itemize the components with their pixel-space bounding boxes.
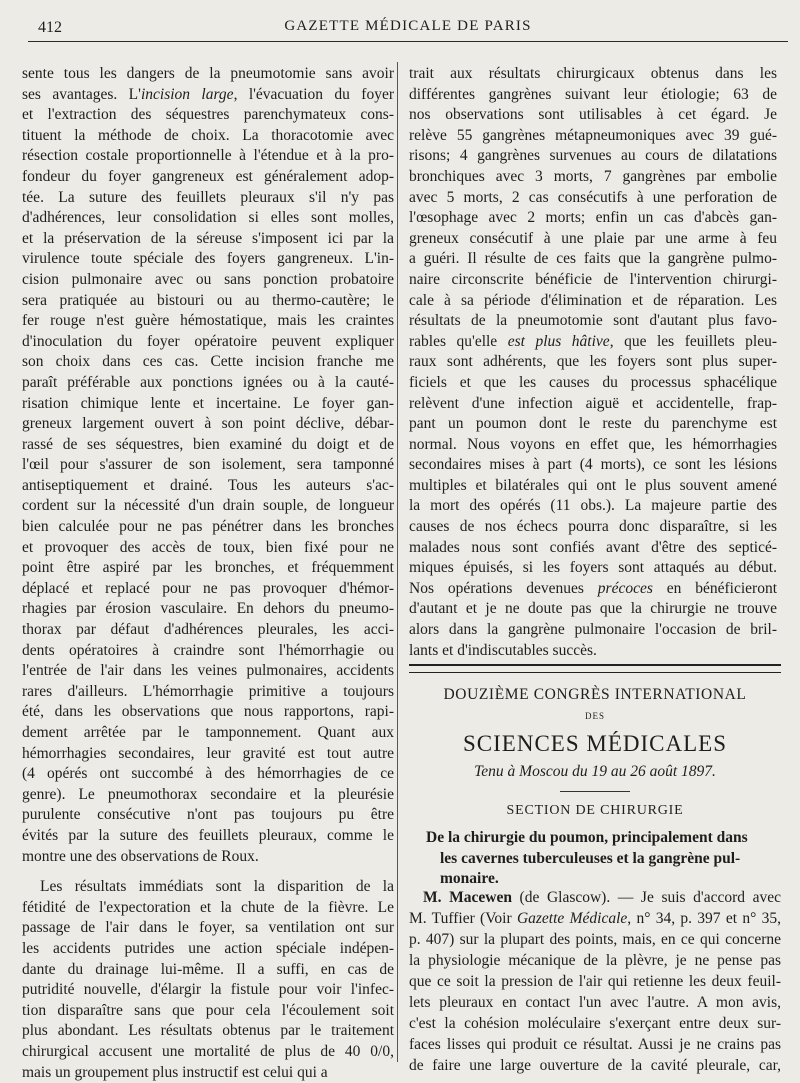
text-line: les accidents putrides une action spéciale indépen- [22,939,394,960]
page-header [28,13,788,42]
text-line: raux sont adhérents, que les foyers sont plus super- [409,352,777,373]
text-line: point être aspiré par les bronches, et fréquemment [22,558,394,579]
short-rule [560,791,630,792]
text-line: Nos opérations devenues précoces en bénéficieront [409,579,777,600]
text-line: alors dans la gangrène pulmonaire l'occasion de bril- [409,620,777,641]
text-line: M. Tuffier (Voir Gazette Médicale, n° 34, p. 397 et n° 35, [409,908,781,929]
text-line: hémorrhagies secondaires, leur gravité est tout autre [22,744,394,765]
text-line: résultats de la pneumotomie sont d'autant plus favo- [409,311,777,332]
text-line: virulence toute spéciale des foyers gangreneux. L'in- [22,249,394,270]
text-line: putridité nouvelle, d'élargir la fistule pour voir l'infec- [22,980,394,1001]
section-title: SECTION DE CHIRURGIE [409,803,781,819]
text-line: ficiels et que les causes du processus sphacélique [409,373,777,394]
text-line: et la préservation de la séreuse s'imposent ici par la [22,229,394,250]
right-paragraph-1 [409,64,777,661]
congress-title: DOUZIÈME CONGRÈS INTERNATIONAL [409,686,781,704]
text-line: été, dans les observations que nous rapportons, rapi- [22,702,394,723]
text-line: la physiologie mécanique de la plèvre, je ne pense pas [409,950,781,971]
text-line: causes de nos échecs pourra donc disparaître, si les [409,517,777,538]
text-line: cision pulmonaire avec ou sans ponction probatoire [22,270,394,291]
text-line: rassé de ses séquestres, bien examiné du doigt et de [22,435,394,456]
text-line: cordent sur la nécessité d'un drain souple, de longueur [22,496,394,517]
text-line: sera pratiquée au bistouri ou au thermo-cautère; le [22,291,394,312]
text-line: rhagies par érosion vasculaire. En dehors du pneumo- [22,599,394,620]
text-line: de faire une large ouverture de la cavité pleurale, car, [409,1055,781,1076]
text-line: risons; 4 gangrènes survenues au cours de dilatations [409,146,777,167]
text-line: miques épuisés, si les foyers sont attaqués au début. [409,558,777,579]
text-line: relève 55 gangrènes métapneumoniques avec 39 gué- [409,126,777,147]
text-line: bronchiques avec 3 morts, 7 gangrènes par embolie [409,167,777,188]
text-line: malades nous sont confiés avant d'être des septicé- [409,538,777,559]
text-line: greneux consécutif à une plaie par une arme à feu [409,229,777,250]
text-line: et l'extraction des séquestres parenchymateux cons- [22,105,394,126]
text-line: avec 5 morts, 2 cas consécutifs à une perforation de [409,188,777,209]
text-line: plus abondant. Les résultats obtenus par le traitement [22,1021,394,1042]
speaker-name: M. Macewen [423,889,512,906]
text-line: Les résultats immédiats sont la disparition de la [22,877,394,898]
text-line: faces lisses qui produit ce résultat. Aussi je ne crains pas [409,1034,781,1055]
text-line: dement arrêtée par le tamponnement. Quant aux [22,723,394,744]
text-line: mais un groupement plus instructif est celui qui a [22,1063,394,1083]
text-line: d'inoculation du foyer opératoire peuvent expliquer [22,332,394,353]
journal-title: GAZETTE MÉDICALE DE PARIS [28,18,788,35]
text-line: trait aux résultats chirurgicaux obtenus dans les [409,64,777,85]
section-double-rule [409,664,781,673]
text-line: différentes gangrènes suivant leur étiologie; 63 de [409,85,777,106]
text-line: lets pleuraux en contact l'un avec l'autre. A mon avis, [409,992,781,1013]
text-line: évités par la suture des feuillets pleuraux, comme le [22,826,394,847]
text-line: purulente consécutive n'ont pas toujours pu être [22,805,394,826]
page-number: 412 [38,19,62,37]
text-line: paraît préférable aux ponctions ignées ou à la cauté- [22,373,394,394]
congress-des: DES [409,711,781,721]
text-line: sente tous les dangers de la pneumotomie sans avoir [22,64,394,85]
text-line: chirurgical accusent une mortalité de plus de 40 0/0, [22,1042,394,1063]
text-line: fondeur du foyer gangreneux est généralement adop- [22,167,394,188]
text-line: rables qu'elle est plus hâtive, que les feuillets pleu- [409,332,777,353]
text-line: résection costale proportionnelle à l'étendue et à la pro- [22,146,394,167]
text-line: naire circonscrite bénéficie de l'intervention chirurgi- [409,270,777,291]
text-line: c'est la cohésion moléculaire s'exerçant entre deux sur- [409,1013,781,1034]
text-line: fer rouge n'est guère hémostatique, mais les craintes [22,311,394,332]
text-line: p. 407) sur la plupart des points, mais, en ce qui concerne [409,929,781,950]
text-line: risation chimique lente et incertaine. Le foyer gan- [22,394,394,415]
article-body [409,887,781,1076]
article-title-line: De la chirurgie du poumon, principalement dans [426,828,781,849]
congress-date: Tenu à Moscou du 19 au 26 août 1897. [409,763,781,781]
text-line: bien calculée pour ne pas pénétrer dans les bronches [22,517,394,538]
text-line: ses avantages. L'incision large, l'évacuation du foyer [22,85,394,106]
left-column [22,64,394,1083]
text-line: (4 opérés ont succombé à des hémorrhagies de ce [22,764,394,785]
text-line: lants et d'indiscutables succès. [409,641,777,662]
text-line: multiples et bilatérales qui ont le plus souvent amené [409,476,777,497]
article-title-line: monaire. [426,869,781,890]
text-line: cale à sa période d'élimination et de réparation. Les [409,291,777,312]
text-line: dante du drainage lui-même. Il a suffi, en cas de [22,960,394,981]
text-line: que ce soit la pression de l'air qui retienne les deux feuil- [409,971,781,992]
text-line: d'adhérences, leur consolidation si elles sont molles, [22,208,394,229]
article-title-line: les cavernes tuberculeuses et la gangrène pul- [426,849,781,870]
column-divider [397,62,398,1062]
text-line: tion disparaître sans que pour cela l'écoulement soit [22,1001,394,1022]
text-line: normal. Nous voyons en effet que, les hémorrhagies [409,435,777,456]
text-line: secondaires mises à part (4 morts), ce sont les lésions [409,455,777,476]
article-lines [409,908,781,1076]
text-line: l'œsophage avec 2 morts; enfin un cas d'abcès gan- [409,208,777,229]
speaker-affiliation: (de Glascow). — Je suis d'accord avec [512,889,781,906]
text-line: fétidité de l'expectoration et la chute de la fièvre. Le [22,898,394,919]
article-title [426,828,781,890]
text-line: passage de l'air dans le foyer, sa ventilation ont sur [22,918,394,939]
left-paragraph-2 [22,877,394,1083]
right-column [409,64,777,661]
text-line: greneux largement ouvert à son point déclive, débar- [22,414,394,435]
text-line: déplacé et replacé pour ne pas provoquer d'hémor- [22,579,394,600]
text-line: a guéri. Il résulte de ces faits que la gangrène pulmo- [409,249,777,270]
text-line: la mort des opérés (11 obs.). La majeure partie des [409,496,777,517]
text-line: tée. La suture des feuillets pleuraux s'il n'y pas [22,188,394,209]
congress-main-title: SCIENCES MÉDICALES [409,731,781,757]
text-line: dents opératoires à craindre sont l'hémorrhagie ou [22,641,394,662]
text-line: pant un poumon dont le reste du parenchyme est [409,414,777,435]
text-line: tituent la méthode de choix. La thoracotomie avec [22,126,394,147]
text-line: nos observations sont utilisables à cet égard. Je [409,105,777,126]
article-first-line [409,887,781,908]
text-line: genre). Le pneumothorax secondaire et la pleurésie [22,785,394,806]
text-line: d'autant et je ne doute pas que la chirurgie ne trouve [409,599,777,620]
text-line: son choix dans ces cas. Cette incision franche me [22,352,394,373]
left-paragraph-1 [22,64,394,867]
text-line: l'œil pour s'assurer de son isolement, sera tamponné [22,455,394,476]
text-line: l'entrée de l'air dans les veines pulmonaires, accidents [22,661,394,682]
text-line: et provoquer des accès de toux, bien fixé pour ne [22,538,394,559]
text-line: antiseptiquement et drainé. Tous les auteurs s'ac- [22,476,394,497]
text-line: relèvent d'une infection aiguë et accidentelle, frap- [409,394,777,415]
text-line: montre une des observations de Roux. [22,847,394,868]
text-line: rares d'ailleurs. L'hémorrhagie primitive a toujours [22,682,394,703]
text-line: thorax par défaut d'adhérences pleurales, les acci- [22,620,394,641]
